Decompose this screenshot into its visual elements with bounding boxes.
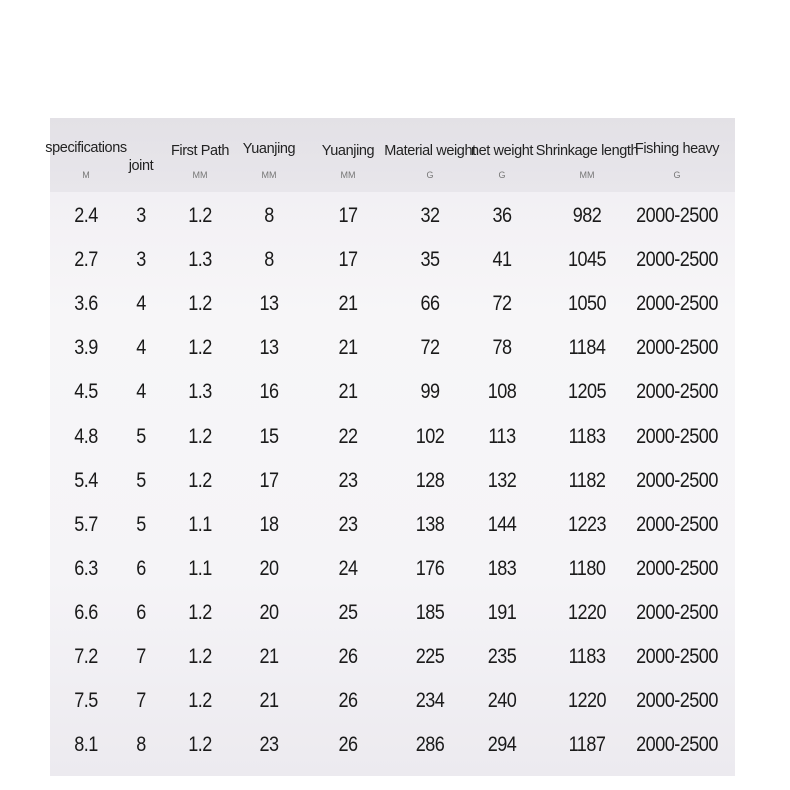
table-cell: 1.2: [188, 733, 212, 757]
table-cell: 13: [259, 292, 279, 316]
column-header-unit: MM: [261, 170, 277, 180]
column-header-unit: MM: [340, 170, 356, 180]
table-cell: 7: [136, 645, 146, 668]
table-cell: 4.8: [74, 424, 98, 448]
table-cell: 128: [415, 468, 445, 492]
table-cell: 8: [264, 248, 274, 272]
table-cell: 1220: [567, 600, 607, 624]
column-header-label: specifications: [45, 140, 127, 156]
column-header-unit: G: [673, 170, 681, 180]
column-header-unit: MM: [192, 170, 208, 180]
table-cell: 1045: [567, 248, 607, 272]
column-header-label: Yuanjing: [242, 141, 296, 157]
table-cell: 176: [415, 556, 445, 580]
column-header-label: First Path: [170, 143, 230, 159]
table-cell: 17: [338, 248, 358, 272]
table-cell: 132: [487, 468, 517, 492]
table-cell: 1.3: [188, 380, 212, 404]
table-cell: 26: [338, 689, 358, 713]
table-cell: 5.7: [74, 512, 98, 536]
table-row: [50, 727, 735, 771]
table-cell: 2000-2500: [636, 424, 718, 448]
column-header-label: net weight: [470, 143, 534, 159]
table-cell: 99: [420, 380, 440, 404]
table-cell: 1187: [568, 733, 606, 757]
table-cell: 1183: [568, 645, 606, 668]
table-cell: 3.9: [74, 336, 98, 360]
table-row: [50, 374, 735, 418]
table-cell: 2000-2500: [636, 292, 718, 316]
table-cell: 1.2: [188, 204, 212, 227]
table-cell: 1183: [568, 424, 606, 448]
table-cell: 20: [259, 600, 279, 624]
table-cell: 72: [492, 292, 512, 316]
table-cell: 8.1: [74, 733, 98, 757]
table-cell: 6.3: [74, 556, 98, 580]
table-row: [50, 551, 735, 595]
spec-table: [45, 118, 735, 776]
table-cell: 26: [338, 733, 358, 757]
table-cell: 2000-2500: [636, 380, 718, 404]
column-header-unit: G: [498, 170, 506, 180]
table-cell: 1223: [567, 512, 607, 536]
table-cell: 191: [487, 600, 517, 624]
column-header-label: Shrinkage length: [535, 143, 639, 159]
table-cell: 5: [136, 468, 146, 492]
table-header: [45, 118, 735, 192]
table-cell: 13: [259, 336, 279, 360]
table-cell: 234: [415, 689, 445, 713]
table-cell: 6: [136, 600, 146, 624]
table-cell: 23: [259, 733, 279, 757]
table-cell: 240: [487, 689, 517, 713]
table-cell: 18: [259, 512, 279, 536]
table-cell: 5.4: [74, 468, 98, 492]
table-cell: 286: [415, 733, 445, 757]
table-cell: 21: [338, 380, 358, 404]
table-cell: 4: [136, 336, 146, 360]
table-cell: 17: [338, 204, 358, 227]
table-cell: 2000-2500: [636, 689, 718, 713]
table-cell: 78: [492, 336, 512, 360]
table-cell: 66: [420, 292, 440, 316]
column-header-label: joint: [128, 158, 154, 174]
table-cell: 36: [492, 204, 512, 227]
table-cell: 1050: [567, 292, 607, 316]
table-cell: 22: [338, 424, 358, 448]
table-cell: 24: [338, 556, 358, 580]
table-cell: 982: [572, 204, 602, 227]
table-cell: 2000-2500: [636, 468, 718, 492]
column-header-unit: G: [426, 170, 434, 180]
table-cell: 2.4: [74, 204, 98, 227]
table-cell: 7.2: [74, 645, 98, 668]
table-cell: 1.1: [188, 512, 212, 536]
table-cell: 21: [338, 336, 358, 360]
table-cell: 4: [136, 292, 146, 316]
table-cell: 72: [420, 336, 440, 360]
table-row: [50, 198, 735, 242]
table-cell: 32: [420, 204, 440, 227]
table-cell: 225: [415, 645, 445, 668]
table-cell: 2000-2500: [636, 248, 718, 272]
table-cell: 2000-2500: [636, 336, 718, 360]
table-cell: 183: [487, 556, 517, 580]
table-cell: 3: [136, 248, 146, 272]
table-row: [50, 683, 735, 727]
table-cell: 2000-2500: [636, 204, 718, 227]
table-cell: 1180: [568, 556, 606, 580]
table-cell: 138: [415, 512, 445, 536]
table-cell: 2000-2500: [636, 512, 718, 536]
table-cell: 144: [487, 512, 517, 536]
table-cell: 21: [259, 689, 279, 713]
table-cell: 5: [136, 424, 146, 448]
table-cell: 235: [487, 645, 517, 668]
table-cell: 3: [136, 204, 146, 227]
table-row: [50, 330, 735, 374]
table-cell: 1182: [568, 468, 606, 492]
table-cell: 1.2: [188, 292, 212, 316]
table-cell: 1205: [567, 380, 607, 404]
table-cell: 4.5: [74, 380, 98, 404]
table-cell: 3.6: [74, 292, 98, 316]
table-cell: 7.5: [74, 689, 98, 713]
table-cell: 15: [259, 424, 279, 448]
table-row: [50, 463, 735, 507]
table-cell: 6: [136, 556, 146, 580]
table-cell: 7: [136, 689, 146, 713]
table-cell: 5: [136, 512, 146, 536]
table-cell: 21: [259, 645, 279, 668]
table-cell: 2000-2500: [636, 733, 718, 757]
column-header-label: Material weight: [384, 143, 476, 159]
table-cell: 1184: [568, 336, 606, 360]
table-cell: 1.2: [188, 468, 212, 492]
table-cell: 8: [264, 204, 274, 227]
column-header-unit: M: [82, 170, 90, 180]
table-row: [50, 507, 735, 551]
table-cell: 1.3: [188, 248, 212, 272]
table-row: [50, 595, 735, 639]
column-header-label: Fishing heavy: [634, 141, 720, 157]
table-cell: 2.7: [74, 248, 98, 272]
table-cell: 1.2: [188, 600, 212, 624]
table-cell: 8: [136, 733, 146, 757]
table-cell: 2000-2500: [636, 645, 718, 668]
table-cell: 26: [338, 645, 358, 668]
table-cell: 108: [487, 380, 517, 404]
table-cell: 20: [259, 556, 279, 580]
table-row: [50, 419, 735, 463]
table-cell: 2000-2500: [636, 600, 718, 624]
table-cell: 1220: [567, 689, 607, 713]
table-row: [50, 242, 735, 286]
table-cell: 102: [415, 424, 445, 448]
table-row: [50, 286, 735, 330]
table-cell: 4: [136, 380, 146, 404]
table-cell: 1.1: [188, 556, 212, 580]
table-cell: 1.2: [188, 645, 212, 668]
table-cell: 185: [415, 600, 445, 624]
table-cell: 113: [488, 424, 516, 448]
table-cell: 1.2: [188, 689, 212, 713]
table-cell: 16: [259, 380, 279, 404]
column-header-unit: MM: [579, 170, 595, 180]
table-cell: 35: [420, 248, 440, 272]
table-cell: 17: [259, 468, 279, 492]
table-cell: 1.2: [188, 336, 212, 360]
table-cell: 1.2: [188, 424, 212, 448]
table-cell: 294: [487, 733, 517, 757]
table-cell: 25: [338, 600, 358, 624]
table-row: [50, 639, 735, 683]
table-cell: 23: [338, 468, 358, 492]
table-cell: 2000-2500: [636, 556, 718, 580]
table-cell: 21: [338, 292, 358, 316]
table-cell: 41: [492, 248, 512, 272]
table-cell: 6.6: [74, 600, 98, 624]
column-header-label: Yuanjing: [321, 143, 375, 159]
table-cell: 23: [338, 512, 358, 536]
